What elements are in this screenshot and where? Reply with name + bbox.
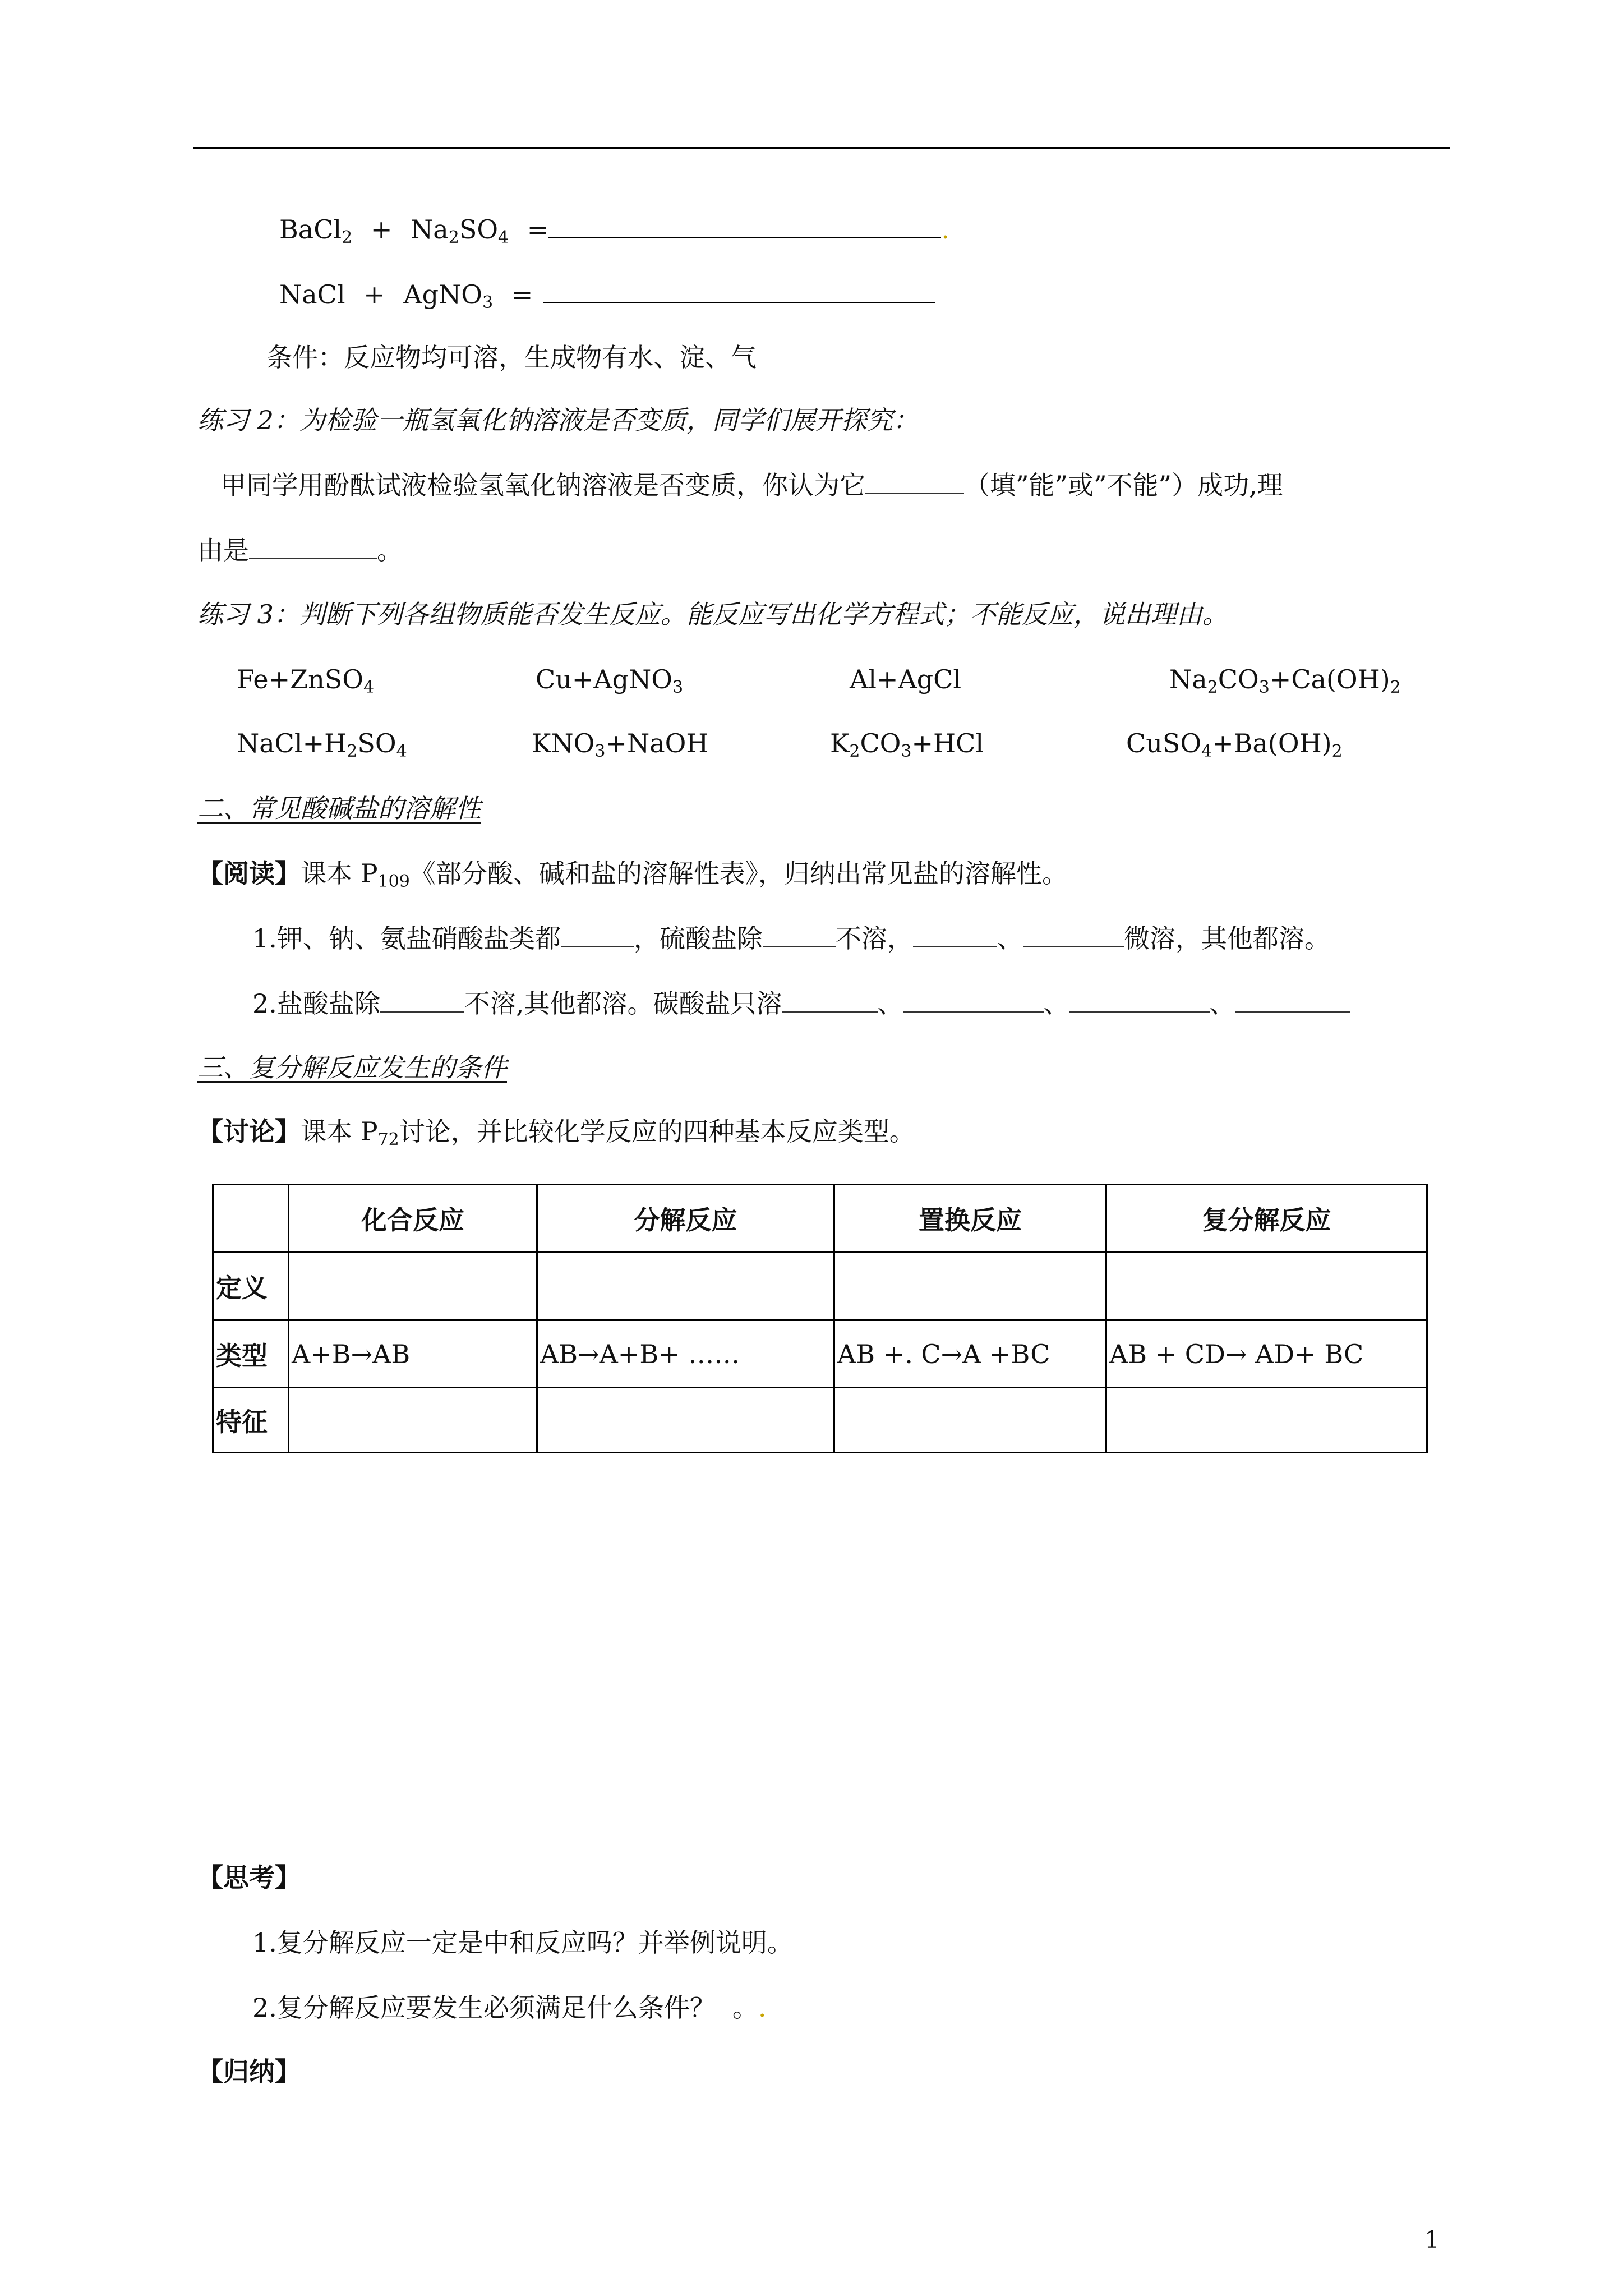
answer-blank[interactable]	[913, 926, 997, 947]
exercise-3-title: 练习 3：判断下列各组物质能否发生反应。能反应写出化学方程式；不能反应，说出理由。	[197, 599, 1228, 629]
answer-blank[interactable]	[1023, 926, 1124, 947]
type-double-decomposition: AB + CD→ AD+ BC	[1106, 1320, 1427, 1388]
solubility-item-2: 2.盐酸盐除 不溶,其他都溶。碳酸盐只溶 、 、 、	[252, 990, 1350, 1018]
reactant-pair-cuso4-baoh2: $CuSO_4+Ba(OH)_2$	[1126, 728, 1343, 761]
equation-bacl2-na2so4: BaCl$_2$ + $Na_2SO_4$ = .	[279, 214, 949, 247]
table-cell[interactable]	[834, 1252, 1106, 1320]
header-combination-reaction: 化合反应	[289, 1185, 537, 1252]
table-cell[interactable]	[1106, 1252, 1427, 1320]
answer-blank[interactable]	[1069, 991, 1210, 1013]
exercise-2-line2: 由是 。	[197, 535, 403, 565]
reactant-pair-k2co3-hcl: $K_2CO_3+HCl$	[830, 728, 984, 761]
exercise-2-title: 练习 2：为检验一瓶氢氧化钠溶液是否变质，同学们展开探究：	[197, 405, 919, 435]
reaction-condition: 条件：反应物均可溶，生成物有水、淀、气	[266, 342, 757, 372]
type-combination: A+B→AB	[289, 1320, 537, 1388]
reactant-pair-nacl-h2so4: $NaCl+H_2SO_4$	[237, 728, 407, 761]
type-decomposition: AB→A+B+ ……	[537, 1320, 834, 1388]
table-row-type	[213, 1320, 1427, 1388]
answer-blank[interactable]	[561, 926, 634, 947]
table-cell[interactable]	[537, 1388, 834, 1453]
think-question-1: 1.复分解反应一定是中和反应吗？并举例说明。	[252, 1927, 793, 1958]
section-3-title: 三、复分解反应发生的条件	[197, 1052, 507, 1083]
reactant-pair-kno3-naoh: $KNO_3+NaOH$	[532, 728, 709, 761]
answer-blank[interactable]	[903, 991, 1044, 1013]
answer-blank[interactable]	[763, 926, 836, 947]
solubility-item-1: 1.钾、钠、氨盐硝酸盐类都 ，硫酸盐除 不溶， 、 微溶，其他都溶。	[252, 923, 1330, 954]
row-label-type: 类型	[213, 1320, 289, 1388]
answer-blank[interactable]	[249, 538, 377, 559]
equation-nacl-agno3: NaCl + AgNO$_3$ =	[279, 279, 935, 312]
table-corner-cell	[213, 1185, 289, 1252]
discussion-prompt: 【讨论】课本 $P_{72}$讨论，并比较化学反应的四种基本反应类型。	[197, 1116, 915, 1149]
exercise-2-line1: 甲同学用酚酞试液检验氢氧化钠溶液是否变质，你认为它 （填”能”或”不能”）成功,理	[220, 470, 1283, 500]
table-cell[interactable]	[537, 1252, 834, 1320]
summary-heading: 【归纳】	[197, 2056, 301, 2087]
section-2-title: 二、常见酸碱盐的溶解性	[197, 793, 481, 823]
header-decomposition-reaction: 分解反应	[537, 1185, 834, 1252]
table-header-row	[213, 1185, 1427, 1252]
row-label-feature: 特征	[213, 1388, 289, 1453]
table-cell[interactable]	[834, 1388, 1106, 1453]
reading-prompt: 【阅读】课本 $P_{109}$《部分酸、碱和盐的溶解性表》，归纳出常见盐的溶解性。	[197, 858, 1068, 891]
table-cell[interactable]	[1106, 1388, 1427, 1453]
type-displacement: AB +. C→A +BC	[834, 1320, 1106, 1388]
answer-blank[interactable]	[548, 214, 941, 238]
table-cell[interactable]	[289, 1252, 537, 1320]
header-double-decomposition-reaction: 复分解反应	[1106, 1185, 1427, 1252]
header-rule	[193, 147, 1450, 149]
reactant-pair-fe-znso4: Fe+ZnSO$_4$	[237, 664, 375, 697]
table-row-feature	[213, 1388, 1427, 1453]
reactant-pair-na2co3-caoh2: $Na_2CO_3+Ca(OH)_2$	[1169, 664, 1401, 697]
reactant-pair-cu-agno3: Cu+AgNO$_3$	[536, 664, 684, 697]
answer-blank[interactable]	[380, 991, 464, 1013]
reactant-pair-al-agcl: Al+AgCl	[850, 664, 962, 694]
think-heading: 【思考】	[197, 1862, 301, 1893]
table-row-definition	[213, 1252, 1427, 1320]
row-label-definition: 定义	[213, 1252, 289, 1320]
answer-blank[interactable]	[782, 991, 878, 1013]
answer-blank[interactable]	[1235, 991, 1350, 1013]
answer-blank[interactable]	[865, 473, 964, 494]
page-number: 1	[1424, 2226, 1440, 2253]
answer-blank[interactable]	[543, 279, 935, 303]
table-cell[interactable]	[289, 1388, 537, 1453]
reaction-types-table	[212, 1184, 1428, 1453]
header-displacement-reaction: 置换反应	[834, 1185, 1106, 1252]
think-question-2: 2.复分解反应要发生必须满足什么条件？ 。.	[252, 1993, 767, 2023]
